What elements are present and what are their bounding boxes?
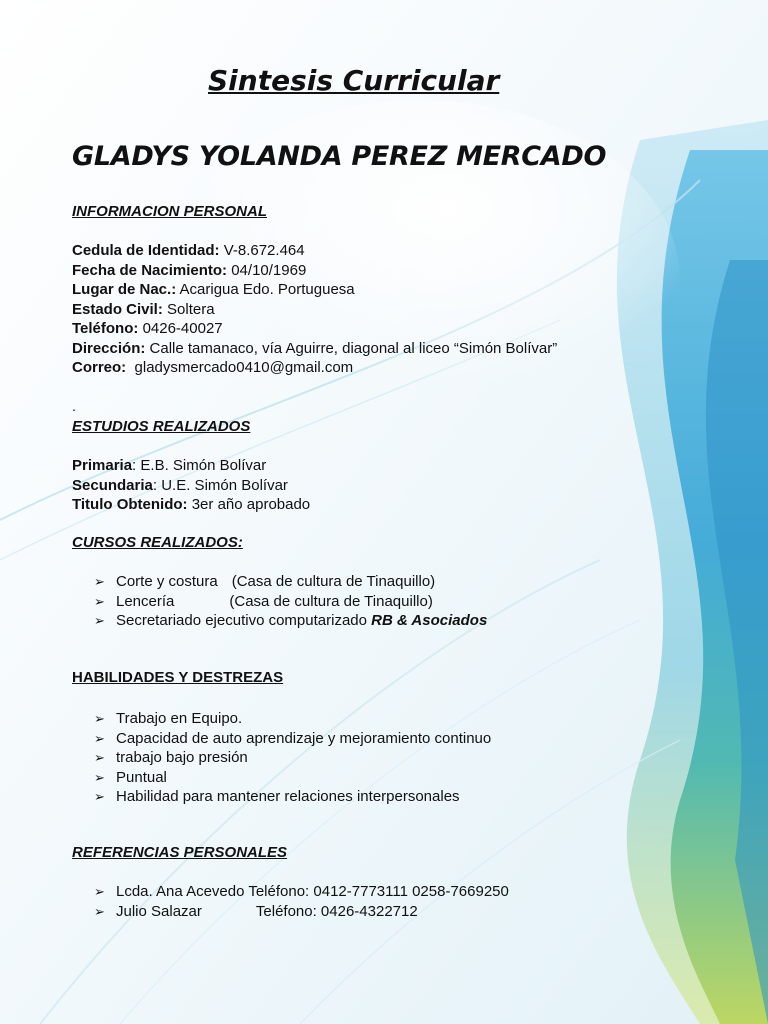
document-title: Sintesis Curricular [208,64,500,97]
birthdate-value: 04/10/1969 [231,261,307,279]
secondary-row: Secundaria: U.E. Simón Bolívar [72,476,288,494]
arrow-bullet-icon: ➢ [94,593,105,609]
arrow-bullet-icon: ➢ [94,750,105,765]
list-item: ➢ trabajo bajo presión [94,749,248,766]
list-item: ➢ Corte y costura (Casa de cultura de Tinaquillo) [94,573,436,590]
arrow-bullet-icon: ➢ [94,574,105,589]
arrow-bullet-icon: ➢ [94,789,105,804]
courses-list [94,572,487,631]
courses-heading: CURSOS REALIZADOS: [72,534,243,551]
id-row: Cedula de Identidad: V-8.672.464 [72,242,305,259]
list-item: ➢ Lcda. Ana Acevedo Teléfono: 0412-7773111 0258-7669250 [94,883,509,900]
arrow-bullet-icon: ➢ [94,613,105,628]
list-item: ➢ Julio Salazar Teléfono: 0426-4322712 [94,902,418,920]
skills-list [94,709,491,807]
studies-block [72,456,310,515]
references-heading: REFERENCIAS PERSONALES [72,844,288,861]
personal-info-block [72,241,557,378]
arrow-bullet-icon: ➢ [94,730,105,746]
secondary-value: U.E. Simón Bolívar [161,476,288,494]
phone-value: 0426-40027 [142,320,223,337]
personal-info-heading: INFORMACION PERSONAL [72,203,267,220]
id-value: V-8.672.464 [223,242,305,259]
degree-row: Titulo Obtenido: 3er año aprobado [72,496,311,513]
birthplace-value: Acarigua Edo. Portuguesa [179,281,355,298]
list-item: ➢ Lencería (Casa de cultura de Tinaquillo) [94,592,433,610]
birthdate-row: Fecha de Nacimiento: 04/10/1969 [72,261,307,279]
phone-row: Teléfono: 0426-40027 [72,320,223,337]
arrow-bullet-icon: ➢ [94,711,105,726]
list-item: ➢ Capacidad de auto aprendizaje y mejoramiento continuo [94,729,492,747]
address-row: Dirección: Calle tamanaco, vía Aguirre, diagonal al liceo “Simón Bolívar” [72,339,558,357]
skills-heading: HABILIDADES Y DESTREZAS [72,669,284,686]
references-list [94,882,509,921]
email-row: Correo: gladysmercado0410@gmail.com [72,359,354,376]
email-value: gladysmercado0410@gmail.com [134,359,354,376]
list-item: ➢ Trabajo en Equipo. [94,710,243,727]
address-value: Calle tamanaco, vía Aguirre, diagonal al liceo “Simón Bolívar” [149,339,558,357]
list-item: ➢ Habilidad para mantener relaciones interpersonales [94,788,460,805]
civil-status-value: Soltera [167,300,215,318]
studies-heading: ESTUDIOS REALIZADOS [72,418,251,435]
list-item: ➢ Secretariado ejecutivo computarizado RB & Asociados [94,612,488,629]
birthplace-row: Lugar de Nac.: Acarigua Edo. Portuguesa [72,281,355,298]
arrow-bullet-icon: ➢ [94,769,105,785]
arrow-bullet-icon: ➢ [94,903,105,919]
degree-value: 3er año aprobado [191,496,311,513]
primary-value: E.B. Simón Bolívar [140,457,267,474]
stray-dot: . [72,398,76,414]
primary-row: Primaria: E.B. Simón Bolívar [72,457,267,474]
list-item: ➢ Puntual [94,768,167,786]
arrow-bullet-icon: ➢ [94,884,105,899]
candidate-name: GLADYS YOLANDA PEREZ MERCADO [72,141,607,172]
civil-status-row: Estado Civil: Soltera [72,300,215,318]
